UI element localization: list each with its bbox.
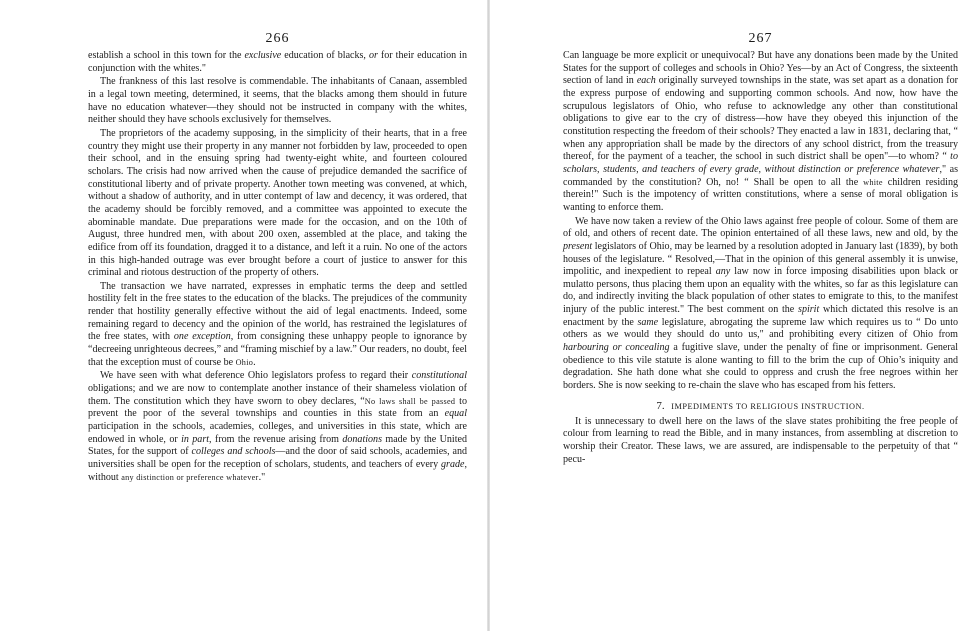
italic-text: constitutional	[411, 370, 467, 382]
right-page	[489, 0, 980, 631]
text-segment: to prevent the poor of the several townships and counties in this state from an	[88, 395, 467, 420]
italic-text: donations	[342, 433, 382, 445]
italic-text: present	[563, 240, 593, 252]
small-caps-text: white	[863, 177, 883, 187]
text-segment: participation in the schools, academies, colleges, and universities in this state, which are endowed in whole, or	[88, 421, 467, 445]
text-segment: which dictated this resolve is an enactment by the	[563, 304, 958, 328]
text-segment: ."	[258, 471, 266, 483]
text-segment: —and the door of said schools, academies, and universities shall be open for the reception of scholars, students, and teachers of every	[88, 446, 467, 470]
italic-text: any	[715, 266, 731, 278]
text-segment: Can language be more explicit or unequivocal? But have any donations been made by the United States for the support of colleges and schools in Ohio? Yes—by an Act of Congress, the sixteenth section of land in	[563, 50, 958, 87]
italic-text: or	[368, 50, 378, 61]
paragraph	[88, 128, 467, 280]
text-segment: education of blacks,	[281, 50, 369, 61]
italic-text: to scholars, students, and teachers of every grade, without distinction or preference whatever	[563, 151, 958, 175]
text-segment: law now in force imposing disabilities upon black or mulatto persons, thus placing them upon an equality with the whites, so far as this legislature can do, and indirectly inviting the black population of other states to emigrate to this, to the manifest injury of the public interest." The best comment on the	[563, 266, 958, 316]
italic-text: equal	[444, 408, 467, 420]
small-caps-text: Ohio	[235, 357, 254, 367]
text-segment: .	[253, 356, 256, 368]
paragraph	[563, 50, 958, 215]
section-heading-number: 7.	[656, 399, 665, 412]
italic-text: in part	[181, 433, 210, 445]
paragraph	[88, 50, 467, 75]
text-segment: The proprietors of the academy supposing, in the simplicity of their hearts, that in a free country they might use their property in any manner not forbidden by law, proceeded to open their school, and in the ensuing spring had twenty-eight white, and fourteen coloured scholars. The crisis had now arrived when the cause of prejudice demanded the sacrifice of constitutional liberty and of private property. Another town meeting was convened, at which, without a shadow of authority, and in utter contempt of law and decency, it was ordered, that the academy should be forcibly removed, and a committee was appointed to execute the abominable mandate. Due preparations were made for the occasion, and on the 10th of August, three hundred men, with about 200 oxen, assembled at the place, and taking the edifice from off its foundation, dragged it to a distance, and left it a ruin. No one of the actors in this high-handed outrage was ever brought before a court of justice to answer for this criminal and riotous destruction of the property of others.	[88, 127, 467, 279]
section-heading	[563, 400, 958, 413]
text-segment: made by the United States, for the support of	[88, 433, 467, 458]
italic-text: harbouring or concealing	[563, 342, 670, 354]
paragraph	[88, 76, 467, 127]
paragraph	[563, 216, 958, 393]
italic-text: same	[637, 316, 659, 328]
text-segment: , without	[88, 459, 467, 483]
text-segment: The transaction we have narrated, expresses in emphatic terms the deep and settled hostility felt in the free states to the education of the blacks. The prejudices of the community render that hostility generally effective without the aid of legal enactments. Indeed, some remaining regard to decency and the opinion of the world, has restrained the legislatures of the free states, with	[88, 280, 467, 343]
text-segment: establish a school in this town for the	[88, 50, 245, 61]
italic-text: each	[636, 75, 656, 87]
italic-text: exclusive	[244, 50, 282, 61]
text-segment: obligations; and we are now to contemplate another instance of their shameless violation of them. The constitution which they have sworn to obey declares, “	[88, 383, 467, 407]
right-page-text-before	[563, 50, 958, 393]
text-segment: We have now taken a review of the Ohio laws against free people of colour. Some of them are of old, and others of recent date. The opinion entertained of all these laws, new and old, by the	[563, 215, 958, 240]
italic-text: grade	[441, 459, 465, 470]
text-segment: , from consigning these unhappy people to ignorance by “decreeing unrighteous decrees,” and “framing mischief by a law.” Our readers, no doubt, feel that the exception must of course be	[88, 331, 468, 368]
section-heading-title: IMPEDIMENTS TO RELIGIOUS INSTRUCTION.	[671, 401, 865, 411]
left-page	[0, 0, 489, 631]
text-segment: legislature, abrogating the supreme law which requires us to “ Do unto others as we would they should do unto us," and prohibiting every citizen of Ohio from	[563, 316, 959, 341]
text-segment: children residing therein!" Such is the impotency of written constitutions, where a sense of moral obligation is wanting to enforce them.	[563, 176, 958, 213]
italic-text: colleges and schools	[191, 446, 276, 458]
right-page-text-after	[563, 416, 958, 467]
text-segment: a fugitive slave, under the penalty of fine or imprisonment. General obedience to this vile statute is alone wanting to fill to the brim the cup of Ohio’s iniquity and degradation. She hath done what she could to oppress and crush the free negroes within her borders. She is now seeking to re-chain the slave who has escaped from his fetters.	[563, 342, 958, 392]
text-segment: ," as commanded by the constitution? Oh, no! “ Shall be open to all the	[563, 163, 958, 188]
text-segment: The frankness of this last resolve is commendable. The inhabitants of Canaan, assembled in a legal town meeting, determined, it seems, that the blacks among them should in future have no education whatever—they should not be instructed in company with the whites, neither should they have schools exclusively for themselves.	[88, 76, 467, 126]
paragraph	[563, 416, 958, 467]
small-caps-text: No laws shall be passed	[364, 396, 456, 406]
text-segment: We have seen with what deference Ohio legislators profess to regard their	[100, 370, 412, 382]
text-segment: , from the revenue arising from	[209, 433, 343, 445]
page-number-right: 267	[748, 31, 773, 46]
text-segment: originally surveyed townships in the state, was set apart as a donation for the express purpose of endowing and supporting common schools. And now, how have the scrupulous legislators of Ohio, who refuse to acknowledge any other than constitutional obligations to give ear to the cry of distress—how have they obeyed this injunction of the constitution respecting the freedom of their schools? They enacted a law in 1831, declaring that, “ when any appropriation shall be made by the directors of any school district, from the treasury thereof, for the payment of a teacher, the school in such district shall be open"—to whom? “	[563, 75, 958, 163]
text-segment: legislators of Ohio, may be learned by a resolution adopted in January last (1839), by both houses of the legislature. “ Resolved,—That in the opinion of this general assembly it is unwise, impolitic, and inexpedient to repeal	[563, 240, 958, 278]
page-number-left: 266	[265, 31, 290, 46]
italic-text: spirit	[798, 304, 820, 316]
left-page-text	[88, 50, 467, 484]
text-segment: It is unnecessary to dwell here on the laws of the slave states prohibiting the free people of colour from learning to read the Bible, and in many instances, from assembling at discretion to worship their Creator. These laws, we are assured, are indispensable to the perpetuity of that “ pecu-	[563, 415, 958, 465]
text-segment: for their education in conjunction with the whites."	[88, 50, 467, 74]
italic-text: one exception	[173, 331, 231, 343]
paragraph	[88, 370, 467, 484]
paragraph	[88, 281, 467, 370]
small-caps-text: any distinction or preference whatever	[121, 472, 259, 482]
